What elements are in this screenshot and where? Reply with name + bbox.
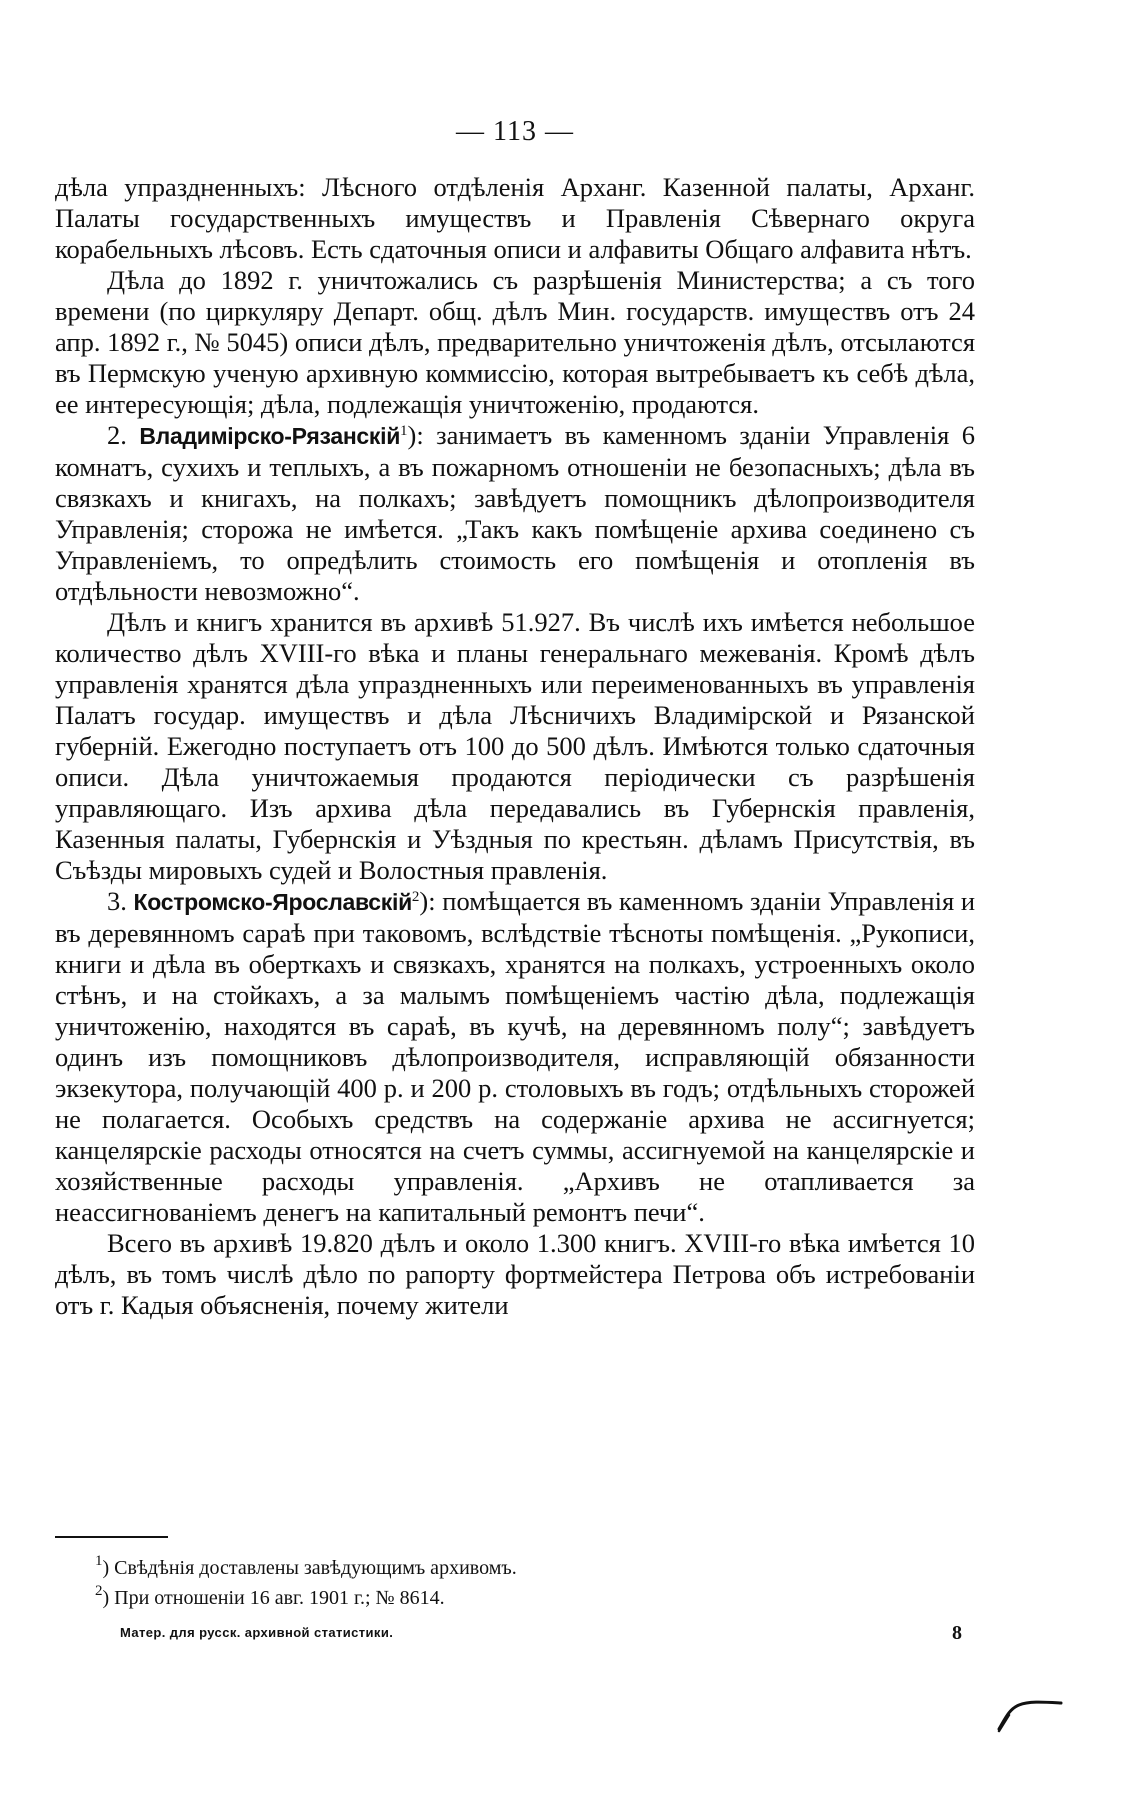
signature-number: 8 <box>952 1622 962 1644</box>
footnote-divider <box>55 1536 168 1538</box>
paragraph-entry-3 <box>55 886 975 1228</box>
paragraph-continuation: дѣла упраздненныхъ: Лѣсного отдѣленія Арханг. Казенной палаты, Арханг. Палаты государственныхъ имуществъ и Правленія Сѣвернаго округа корабельныхъ лѣсовъ. Есть сдаточныя описи и алфавиты Общаго алфавита нѣтъ. <box>55 172 975 264</box>
footnote-mark: 1 <box>95 1553 103 1569</box>
entry-text: ): занимаетъ въ каменномъ зданіи Управленія 6 комнатъ, сухихъ и теплыхъ, а въ пожарномъ отношеніи не безопасныхъ; дѣла въ связкахъ и книгахъ, на полкахъ; завѣдуетъ помощникъ дѣлопроизводителя Управленія; сторожа не имѣется. „Такъ какъ помѣщеніе архива соединено съ Управленіемъ, то опредѣлить стоимость его помѣщенія и отопленія въ отдѣльности невозможно“. <box>55 420 975 606</box>
entry-number: 3. <box>107 886 134 916</box>
footnote-ref: 1 <box>400 423 408 439</box>
paragraph-entry-2 <box>55 420 975 607</box>
entry-number: 2. <box>107 420 140 450</box>
book-page <box>55 0 975 1805</box>
page-number: — 113 — <box>456 116 574 147</box>
footnote-text: ) Свѣдѣнія доставлены завѣдующимъ архивомъ. <box>102 1557 517 1579</box>
footnotes <box>55 1553 975 1613</box>
footnote-mark: 2 <box>95 1583 103 1599</box>
paragraph-totals: Всего въ архивѣ 19.820 дѣлъ и около 1.300 книгъ. XVIII-го вѣка имѣется 10 дѣлъ, въ томъ числѣ дѣло по рапорту фортмейстера Петрова объ истребованіи отъ г. Кадыя объясненія, почему жители <box>55 1228 975 1320</box>
signature-title: Матер. для русск. архивной статистики. <box>120 1625 394 1640</box>
footnote-ref: 2 <box>411 889 420 905</box>
footnote-2 <box>55 1583 975 1613</box>
footnote-1 <box>55 1553 975 1583</box>
main-text <box>55 172 975 1321</box>
footnote-text: ) При отношеніи 16 авг. 1901 г.; № 8614. <box>102 1587 445 1609</box>
entry-title: Костромско-Ярославскій <box>133 889 412 915</box>
entry-text: ): помѣщается въ каменномъ зданіи Управленія и въ деревянномъ сараѣ при таковомъ, вслѣдствіе тѣсноты помѣщенія. „Рукописи, книги и дѣла въ оберткахъ и связкахъ, хранятся на полкахъ, устроенныхъ около стѣнъ, и на стойкахъ, а за малымъ помѣщеніемъ частію дѣла, подлежащія уничтоженію, находятся въ сараѣ, въ кучѣ, на деревянномъ полу“; завѣдуетъ одинъ изъ помощниковъ дѣлопроизводителя, исправляющій обязанности экзекутора, получающій 400 р. и 200 р. столовыхъ въ годъ; отдѣльныхъ сторожей не полагается. Особыхъ средствъ на содержаніе архива не ассигнуется; канцелярскіе расходы относятся на счетъ суммы, ассигнуемой на канцелярскіе и хозяйственные расходы управленія. „Архивъ не отапливается за неассигнованіемъ денегъ на капитальный ремонтъ печи“. <box>55 886 975 1227</box>
paragraph-destruction: Дѣла до 1892 г. уничтожались съ разрѣшенія Министерства; а съ того времени (по циркуляру Департ. общ. дѣлъ Мин. государств. имуществъ отъ 24 апр. 1892 г., № 5045) описи дѣлъ, предварительно уничтоженія дѣлъ, отсылаются въ Пермскую ученую архивную коммиссію, которая вытребываетъ къ себѣ дѣла, ее интересующія; дѣла, подлежащія уничтоженію, продаются. <box>55 265 976 419</box>
pen-mark-icon <box>995 1695 1065 1735</box>
paragraph-holdings: Дѣлъ и книгъ хранится въ архивѣ 51.927. Въ числѣ ихъ имѣется небольшое количество дѣлъ XVIII-го вѣка и планы генеральнаго межеванія. Кромѣ дѣлъ управленія хранятся дѣла упраздненныхъ или переименованныхъ въ управленія Палатъ государ. имуществъ и дѣла Лѣсничихъ Владимірской и Рязанской губерній. Ежегодно поступаетъ отъ 100 до 500 дѣлъ. Имѣются только сдаточныя описи. Дѣла уничтожаемыя продаются періодически съ разрѣшенія управляющаго. Изъ архива дѣла передавались въ Губернскія правленія, Казенныя палаты, Губернскія и Уѣздныя по крестьян. дѣламъ Присутствія, въ Съѣзды мировыхъ судей и Волостныя правленія. <box>55 607 975 885</box>
entry-title: Владимірско-Рязанскій <box>139 423 401 449</box>
